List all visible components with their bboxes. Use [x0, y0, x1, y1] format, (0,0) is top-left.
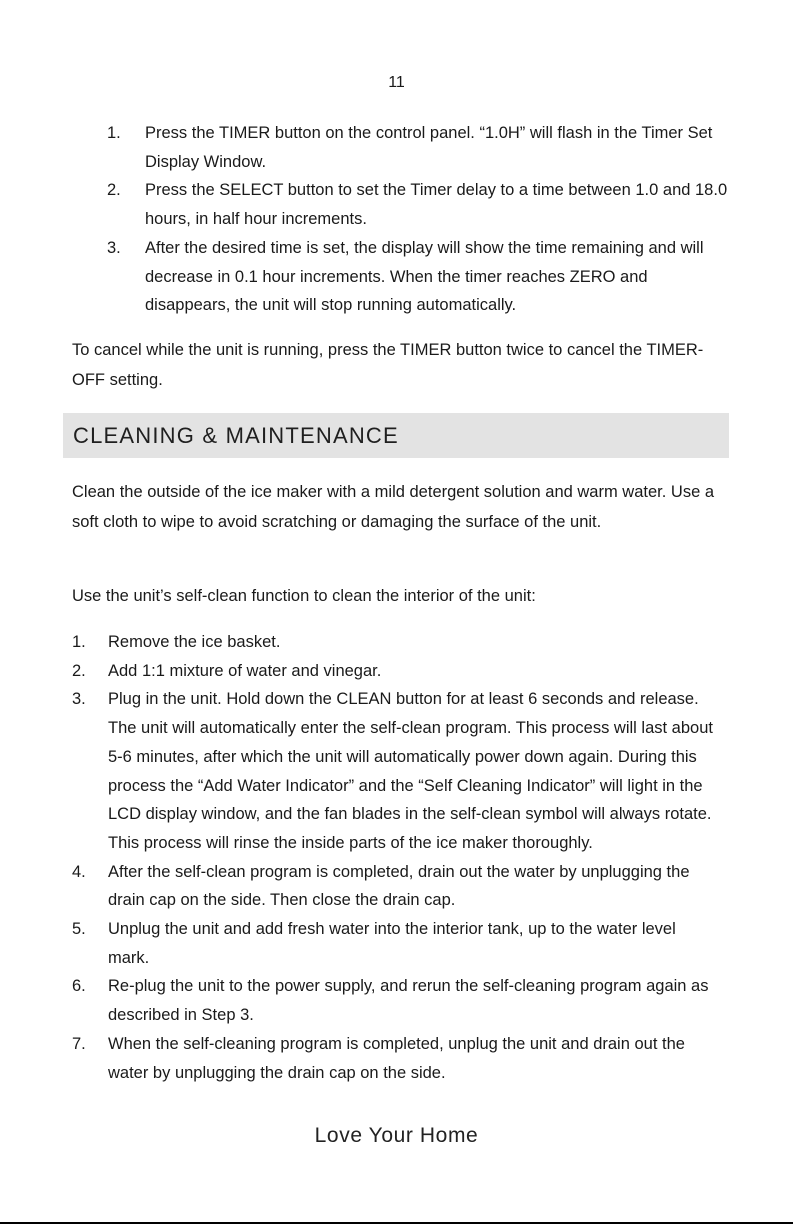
list-item-number: 7.: [72, 1034, 86, 1053]
clean-intro-paragraph: Clean the outside of the ice maker with a mild detergent solution and warm water. Use a soft cloth to wipe to avoid scratching or damaging the surface of the unit.: [72, 483, 715, 531]
page-bottom-rule: [0, 1222, 793, 1224]
section-header: CLEANING & MAINTENANCE: [63, 413, 729, 458]
page-number: 11: [388, 74, 405, 91]
list-item-number: 4.: [72, 862, 86, 881]
list-item: [0, 119, 793, 176]
list-item-text: After the desired time is set, the display will show the time remaining and will decrease in 0.1 hour increments. When the timer reaches ZERO and disappears, the unit will stop running automatically.: [145, 238, 704, 315]
list-item-number: 3.: [72, 690, 86, 709]
clean-steps-list: [0, 628, 793, 1087]
list-item-number: 6.: [72, 977, 86, 996]
list-item-text: Add 1:1 mixture of water and vinegar.: [108, 661, 382, 680]
list-item: [0, 858, 793, 915]
list-item-number: 3.: [107, 238, 121, 257]
list-item: [0, 915, 793, 972]
timer-steps-list: [0, 119, 793, 320]
list-item-number: 2.: [107, 181, 121, 200]
list-item-text: Unplug the unit and add fresh water into the interior tank, up to the water level mark.: [108, 920, 676, 967]
list-item: [0, 628, 793, 657]
list-item-text: After the self-clean program is completed, drain out the water by unplugging the drain cap on the side. Then close the drain cap.: [108, 862, 690, 910]
list-item: [0, 234, 793, 320]
list-item: [0, 1030, 793, 1087]
list-item-number: 1.: [107, 124, 121, 142]
list-item-number: 1.: [72, 633, 86, 651]
list-item-text: When the self-cleaning program is completed, unplug the unit and drain out the water by unplugging the drain cap on the side.: [108, 1034, 685, 1082]
list-item-text: Press the SELECT button to set the Timer delay to a time between 1.0 and 18.0 hours, in half hour increments.: [145, 181, 728, 229]
list-item: [0, 657, 793, 686]
list-item-text: Press the TIMER button on the control panel. “1.0H” will flash in the Timer Set Display Window.: [145, 124, 713, 171]
list-item-text: Plug in the unit. Hold down the CLEAN button for at least 6 seconds and release. The unit will automatically enter the self-clean program. This process will last about 5-6 minutes, after which the unit will automatically power down again. During this process the “Add Water Indicator” and the “Self Cleaning Indicator” will light in the LCD display window, and the fan blades in the self-clean symbol will always rotate. This process will rinse the inside parts of the ice maker thoroughly.: [108, 690, 713, 852]
list-item: [0, 972, 793, 1029]
cancel-paragraph: To cancel while the unit is running, press the TIMER button twice to cancel the TIMER-OFF setting.: [72, 341, 704, 389]
list-item-text: Re-plug the unit to the power supply, and rerun the self-cleaning program again as described in Step 3.: [108, 977, 709, 1025]
list-item-number: 5.: [72, 920, 86, 939]
list-item: [0, 685, 793, 857]
footer-slogan: Love Your Home: [314, 1124, 479, 1147]
list-item-text: Remove the ice basket.: [108, 633, 281, 651]
self-clean-intro-paragraph: Use the unit’s self-clean function to clean the interior of the unit:: [72, 587, 536, 605]
list-item: [0, 176, 793, 233]
list-item-number: 2.: [72, 661, 86, 680]
